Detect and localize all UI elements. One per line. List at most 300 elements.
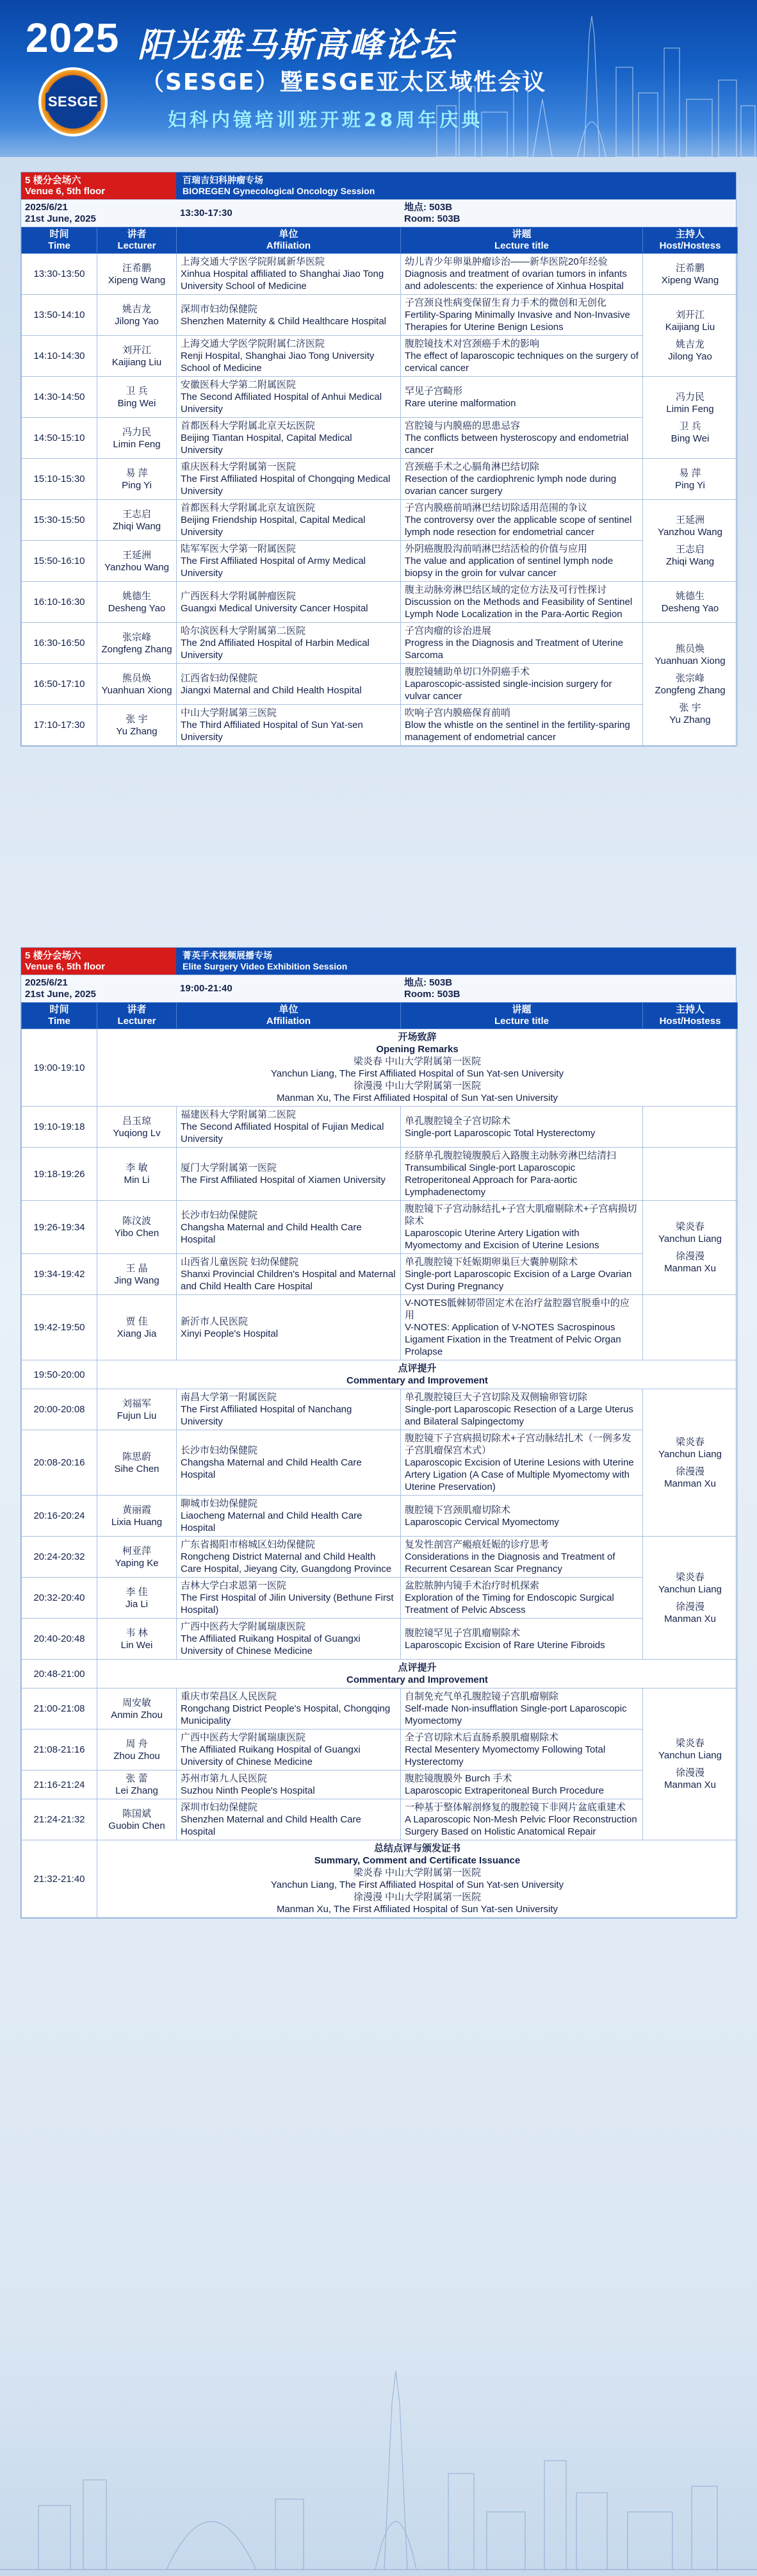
lecturer-cn: 姚德生 [122, 590, 151, 602]
title-cn: 腹腔镜腹膜外 Burch 手术 [405, 1773, 512, 1784]
affiliation-en: Changsha Maternal and Child Health Care Hospital [181, 1221, 362, 1245]
table-row [22, 1578, 738, 1619]
lecturer-en: Ping Yi [122, 479, 152, 491]
host-en: Yuanhuan Xiong [655, 655, 726, 666]
table-row [22, 705, 738, 746]
host-en: Kaijiang Liu [665, 321, 715, 333]
lecturer-cell [97, 664, 177, 705]
affiliation-cell [177, 1688, 401, 1730]
host-cell [643, 582, 738, 623]
commentary-row [22, 1660, 738, 1688]
title-cn: 罕见子宫畸形 [405, 385, 463, 397]
time-cell: 14:50-15:10 [22, 418, 97, 459]
title-en: Laparoscopic Uterine Artery Ligation with Myomectomy and Excision of Uterine Lesions [405, 1228, 599, 1251]
lecturer-cn: 卫 兵 [126, 385, 148, 397]
table-row [22, 1771, 738, 1799]
col-affiliation: 单位 Affiliation [177, 1003, 401, 1029]
time-cell: 20:40-20:48 [22, 1619, 97, 1660]
title-en: Diagnosis and treatment of ovarian tumors in infants and adolescents: the experience of Xinhua Hospital [405, 268, 627, 292]
affiliation-cell [177, 664, 401, 705]
affiliation-cn: 苏州市第九人民医院 [181, 1773, 268, 1784]
event-subtitle: （SESGE）暨ESGE亚太区域性会议 [141, 69, 547, 95]
host-cn: 徐漫漫 [675, 1251, 704, 1262]
title-cell [401, 254, 643, 295]
lecturer-cn: 熊员焕 [122, 672, 151, 684]
session-name-cn: 百瑞吉妇科肿瘤专场 [183, 175, 263, 185]
commentary-cn: 点评提升 [398, 1363, 437, 1374]
time-cell: 15:30-15:50 [22, 500, 97, 541]
lecturer-cell [97, 1537, 177, 1578]
time-cell: 17:10-17:30 [22, 705, 97, 746]
ceremony-cell [97, 1840, 738, 1918]
host-cell [643, 459, 738, 500]
col-host: 主持人 Host/Hostess [643, 1003, 738, 1029]
host-name [647, 467, 733, 491]
title-cn: 总结点评与颁发证书 [373, 1843, 460, 1854]
host-cell [643, 1688, 738, 1840]
affiliation-en: The 2nd Affiliated Hospital of Harbin Medical University [181, 638, 370, 661]
host-cell [643, 377, 738, 459]
table-row [22, 1496, 738, 1537]
lecturer-cn: 王 晶 [126, 1262, 148, 1274]
title-cell [401, 500, 643, 541]
lecturer-en: Anmin Zhou [111, 1709, 163, 1721]
title-cn: 腹腔镜下宫颈肌瘤切除术 [405, 1504, 511, 1515]
title-en: Laparoscopic Cervical Myomectomy [405, 1516, 559, 1528]
title-cell [401, 541, 643, 582]
host-cn: 梁炎春 [675, 1738, 704, 1749]
l2-en: Manman Xu, The First Affiliated Hospital of Sun Yat-sen University [276, 1093, 558, 1103]
l2-cn: 徐漫漫 中山大学附属第一医院 [353, 1892, 482, 1903]
affiliation-cell [177, 1537, 401, 1578]
event-anniversary: 妇科内镜培训班开班28周年庆典 [168, 109, 484, 131]
lecturer-cn: 周安敏 [122, 1697, 151, 1708]
commentary-cn: 点评提升 [398, 1662, 437, 1673]
table-row [22, 336, 738, 377]
time-cell: 20:48-21:00 [22, 1660, 97, 1688]
title-en: Self-made Non-insufflation Single-port Laparoscopic Myomectomy [405, 1703, 627, 1726]
time-cell: 21:00-21:08 [22, 1688, 97, 1730]
affiliation-cell [177, 295, 401, 336]
time-cell: 21:16-21:24 [22, 1771, 97, 1799]
lecturer-cell [97, 623, 177, 664]
host-en: Zhiqi Wang [665, 556, 715, 567]
lecturer-cn: 张 宇 [126, 713, 148, 725]
date-cn: 2025/6/21 [25, 977, 68, 988]
header-banner [0, 0, 757, 157]
lecturer-cell [97, 418, 177, 459]
title-en: Single-port Laparoscopic Total Hysterectomy [405, 1127, 596, 1139]
affiliation-cn: 厦门大学附属第一医院 [181, 1162, 277, 1173]
title-cell [401, 1430, 643, 1496]
lecturer-en: Xiang Jia [117, 1328, 157, 1339]
time-cell: 16:50-17:10 [22, 664, 97, 705]
title-cn: 单孔腹腔镜下妊娠期卵巢巨大囊肿剔除术 [405, 1257, 578, 1267]
lecturer-cell [97, 1730, 177, 1771]
schedule-table [21, 1002, 738, 1918]
host-name [647, 590, 733, 615]
session-date-row [21, 199, 736, 227]
lecturer-cell [97, 1771, 177, 1799]
affiliation-en: The Affiliated Ruikang Hospital of Guangxi University of Chinese Medicine [181, 1744, 361, 1767]
lecturer-en: Kaijiang Liu [111, 356, 162, 368]
host-en: Yanchun Liang [658, 1583, 722, 1595]
title-cell [401, 1254, 643, 1295]
lecturer-cell [97, 254, 177, 295]
session-time: 13:30-17:30 [180, 208, 232, 219]
affiliation-cell [177, 1730, 401, 1771]
host-cell [643, 623, 738, 746]
lecturer-cn: 王志启 [122, 508, 151, 520]
affiliation-en: Renji Hospital, Shanghai Jiao Tong University School of Medicine [181, 351, 375, 374]
affiliation-cell [177, 336, 401, 377]
host-cn: 汪希鹏 [675, 262, 704, 274]
host-name [647, 391, 733, 415]
affiliation-cn: 山西省儿童医院 妇幼保健院 [181, 1257, 299, 1267]
affiliation-cell [177, 1578, 401, 1619]
affiliation-cn: 福建医科大学附属第二医院 [181, 1109, 297, 1120]
title-cell [401, 623, 643, 664]
title-cn: 复发性剖宫产瘢痕妊娠的诊疗思考 [405, 1539, 549, 1550]
lecturer-en: Zhiqi Wang [112, 520, 161, 532]
title-cell [401, 1619, 643, 1660]
title-cn: 宫颈癌手术之心膈角淋巴结切除 [405, 461, 540, 472]
ceremony-cell [97, 1029, 738, 1107]
host-en: Jilong Yao [668, 351, 712, 362]
closing-row [22, 1840, 738, 1918]
host-cn: 梁炎春 [675, 1221, 704, 1232]
host-cell-empty [643, 1148, 738, 1201]
lecturer-en: Zongfeng Zhang [101, 643, 172, 655]
affiliation-cell [177, 1799, 401, 1840]
title-en: Opening Remarks [376, 1044, 459, 1055]
time-cell: 19:10-19:18 [22, 1107, 97, 1148]
title-cell [401, 336, 643, 377]
affiliation-cn: 首都医科大学附属北京天坛医院 [181, 420, 316, 431]
lecturer-cn: 贾 佳 [126, 1316, 148, 1327]
title-cell [401, 1537, 643, 1578]
affiliation-cell [177, 1148, 401, 1201]
affiliation-en: Changsha Maternal and Child Health Care Hospital [181, 1457, 362, 1480]
title-cn: 经脐单孔腹腔镜腹膜后入路腹主动脉旁淋巴结清扫 [405, 1150, 617, 1161]
host-cell [643, 254, 738, 295]
host-cell [643, 1201, 738, 1295]
lecturer-en: Jing Wang [114, 1275, 159, 1286]
title-cell [401, 1201, 643, 1254]
host-name [647, 643, 733, 667]
host-cn: 梁炎春 [675, 1571, 704, 1583]
affiliation-en: Shenzhen Maternal and Child Health Care Hospital [181, 1814, 361, 1837]
affiliation-en: Suzhou Ninth People's Hospital [181, 1785, 315, 1796]
affiliation-cell [177, 623, 401, 664]
venue-en: Venue 6, 5th floor [25, 961, 106, 972]
host-cn: 姚德生 [675, 590, 704, 602]
lecturer-cn: 易 萍 [126, 467, 148, 479]
title-cn: 宫腔镜与内膜癌的思患忌容 [405, 420, 521, 431]
affiliation-cell [177, 582, 401, 623]
session-gyn-oncology [20, 172, 737, 747]
affiliation-en: Beijing Friendship Hospital, Capital Medical University [181, 515, 366, 538]
affiliation-en: The First Affiliated Hospital of Army Medical University [181, 556, 366, 579]
lecturer-cell [97, 1799, 177, 1840]
lecturer-cell [97, 1619, 177, 1660]
title-cn: 一种基于整体解剖修复的腹腔镜下非网片盆底重建术 [405, 1802, 626, 1813]
host-en: Limin Feng [666, 403, 714, 415]
l2-cn: 徐漫漫 中山大学附属第一医院 [353, 1080, 482, 1091]
time-cell: 21:24-21:32 [22, 1799, 97, 1840]
title-en: Discussion on the Methods and Feasibility of Sentinel Lymph Node Localization in the Para-Aortic Region [405, 597, 633, 620]
time-cell: 15:50-16:10 [22, 541, 97, 582]
host-en: Yanzhou Wang [658, 526, 722, 538]
time-cell: 19:26-19:34 [22, 1201, 97, 1254]
lecturer-cell [97, 1295, 177, 1360]
lecturer-cell [97, 500, 177, 541]
title-cn: 自制免充气单孔腹腔镜子宫肌瘤剔除 [405, 1691, 559, 1702]
lecturer-cell [97, 1578, 177, 1619]
table-row [22, 1799, 738, 1840]
affiliation-cell [177, 1295, 401, 1360]
affiliation-cell [177, 541, 401, 582]
time-cell: 21:32-21:40 [22, 1840, 97, 1918]
title-en: Blow the whistle on the sentinel in the fertility-sparing management of endometrial cancer [405, 720, 630, 743]
date-en: 21st June, 2025 [25, 213, 96, 224]
affiliation-cn: 长沙市妇幼保健院 [181, 1445, 258, 1456]
affiliation-cell [177, 1389, 401, 1430]
lecturer-cell [97, 1148, 177, 1201]
session-elite-video [20, 947, 737, 1919]
session-name [176, 172, 736, 199]
title-cn: 幼儿青少年卵巢肿瘤诊治——新华医院20年经验 [405, 256, 608, 267]
l1-en: Yanchun Liang, The First Affiliated Hospital of Sun Yat-sen University [270, 1068, 564, 1079]
location-en: Room: 503B [404, 213, 460, 224]
time-cell: 15:10-15:30 [22, 459, 97, 500]
affiliation-cn: 新沂市人民医院 [181, 1316, 248, 1327]
host-name [647, 1466, 733, 1490]
affiliation-cn: 聊城市妇幼保健院 [181, 1498, 258, 1509]
affiliation-cn: 上海交通大学医学院附属仁济医院 [181, 338, 325, 349]
title-cn: 腹主动脉旁淋巴结区域的定位方法及可行性探讨 [405, 584, 607, 595]
host-name [647, 262, 733, 286]
table-row [22, 1148, 738, 1201]
commentary-en: Commentary and Improvement [346, 1674, 488, 1685]
host-en: Ping Yi [675, 479, 705, 491]
session-name [176, 948, 736, 975]
lecturer-en: Jia Li [125, 1598, 149, 1610]
affiliation-cell [177, 1771, 401, 1799]
time-cell: 19:00-19:10 [22, 1029, 97, 1107]
lecturer-cell [97, 336, 177, 377]
lecturer-cell [97, 295, 177, 336]
venue-label [21, 948, 176, 975]
host-en: Xipeng Wang [661, 274, 719, 286]
host-en: Yanchun Liang [658, 1448, 722, 1460]
host-en: Manman Xu [664, 1779, 716, 1790]
col-lecture-title: 讲题 Lecture title [401, 1003, 643, 1029]
affiliation-cn: 中山大学附属第三医院 [181, 707, 277, 718]
host-name [647, 1767, 733, 1791]
lecturer-en: Yibo Chen [114, 1228, 159, 1239]
title-cell [401, 1730, 643, 1771]
lecturer-en: Bing Wei [117, 397, 156, 409]
affiliation-en: Liaocheng Maternal and Child Health Care Hospital [181, 1510, 362, 1533]
lecturer-cell [97, 459, 177, 500]
lecturer-cn: 冯力民 [122, 426, 151, 438]
col-time: 时间 Time [22, 1003, 97, 1029]
opening-row [22, 1029, 738, 1107]
lecturer-cn: 柯亚萍 [122, 1545, 151, 1556]
venue-label [21, 172, 176, 199]
commentary-cell [97, 1660, 738, 1688]
host-cn: 徐漫漫 [675, 1466, 704, 1477]
time-cell: 20:32-20:40 [22, 1578, 97, 1619]
table-row [22, 1107, 738, 1148]
venue-cn: 5 楼分会场六 [25, 175, 81, 186]
title-cell [401, 1578, 643, 1619]
table-row [22, 1537, 738, 1578]
host-cn: 王延洲 [675, 514, 704, 525]
location-cn: 地点: 503B [404, 977, 453, 988]
affiliation-cell [177, 1619, 401, 1660]
title-en: The controversy over the applicable scope of sentinel lymph node resection for endometrial cancer [405, 515, 632, 538]
lecturer-en: Guobin Chen [108, 1820, 165, 1831]
lecturer-cn: 吕玉琼 [122, 1115, 151, 1127]
date-cn: 2025/6/21 [25, 202, 68, 213]
table-row [22, 295, 738, 336]
host-cn: 王志启 [675, 543, 704, 555]
lecturer-cn: 韦 林 [126, 1627, 148, 1639]
affiliation-cell [177, 500, 401, 541]
lecturer-en: Zhou Zhou [113, 1750, 160, 1762]
title-en: The effect of laparoscopic techniques on the surgery of cervical cancer [405, 351, 639, 374]
table-row [22, 459, 738, 500]
location-en: Room: 503B [404, 989, 460, 1000]
time-cell: 20:00-20:08 [22, 1389, 97, 1430]
affiliation-cn: 江西省妇幼保健院 [181, 672, 258, 684]
host-en: Bing Wei [671, 433, 710, 444]
lecturer-en: Min Li [124, 1175, 150, 1185]
host-cn: 熊员焕 [675, 643, 704, 654]
affiliation-cn: 上海交通大学医学院附属新华医院 [181, 256, 325, 267]
title-en: Laparoscopic Excision of Uterine Lesions with Uterine Artery Ligation (A Case of Multiple Myomectomy with Uterine Preservation) [405, 1457, 634, 1492]
event-title: 阳光雅马斯高峰论坛 [138, 26, 455, 65]
affiliation-cn: 深圳市妇幼保健院 [181, 1802, 258, 1813]
footer-skyline-illustration [0, 2345, 757, 2576]
title-cell [401, 459, 643, 500]
venue-cn: 5 楼分会场六 [25, 950, 81, 961]
venue-en: Venue 6, 5th floor [25, 186, 106, 197]
lecturer-en: Desheng Yao [108, 602, 166, 614]
table-row [22, 1619, 738, 1660]
affiliation-en: The First Hospital of Jilin University (Bethune First Hospital) [181, 1592, 394, 1615]
affiliation-cn: 吉林大学白求恩第一医院 [181, 1580, 287, 1591]
logo-text: SESGE [45, 92, 101, 111]
affiliation-en: The Second Affiliated Hospital of Anhui Medical University [181, 392, 382, 415]
time-cell: 16:30-16:50 [22, 623, 97, 664]
session-name-cn: 菁英手术视频展播专场 [183, 950, 272, 961]
commentary-cell [97, 1360, 738, 1389]
title-en: Considerations in the Diagnosis and Treatment of Recurrent Cesarean Scar Pregnancy [405, 1551, 615, 1574]
lecturer-en: Jilong Yao [115, 315, 159, 327]
lecturer-en: Fujun Liu [117, 1410, 157, 1421]
affiliation-cell [177, 459, 401, 500]
title-cell [401, 705, 643, 746]
affiliation-cn: 南昌大学第一附属医院 [181, 1392, 277, 1403]
lecturer-cell [97, 1254, 177, 1295]
time-cell: 19:50-20:00 [22, 1360, 97, 1389]
affiliation-en: Shenzhen Maternity & Child Healthcare Hospital [181, 315, 386, 327]
lecturer-cell [97, 705, 177, 746]
time-cell: 19:18-19:26 [22, 1148, 97, 1201]
affiliation-en: The Third Affiliated Hospital of Sun Yat-sen University [181, 720, 363, 743]
lecturer-en: Lixia Huang [111, 1516, 163, 1528]
host-name [647, 1571, 733, 1596]
lecturer-cn: 刘开江 [122, 344, 151, 356]
title-cn: 腹腔镜技术对宫颈癌手术的影响 [405, 338, 540, 349]
title-en: V-NOTES: Application of V-NOTES Sacrospinous Ligament Fixation in the Treatment of Pelvic Organ Prolapse [405, 1322, 621, 1357]
time-cell: 20:08-20:16 [22, 1430, 97, 1496]
host-cn: 卫 兵 [679, 420, 701, 432]
affiliation-en: Xinhua Hospital affiliated to Shanghai Jiao Tong University School of Medicine [181, 268, 384, 292]
title-en: Fertility-Sparing Minimally Invasive and Non-Invasive Therapies for Uterine Benign Lesions [405, 310, 630, 333]
lecturer-en: Yu Zhang [116, 725, 158, 737]
title-cell [401, 1799, 643, 1840]
host-name [647, 514, 733, 538]
table-row [22, 1389, 738, 1430]
affiliation-cn: 哈尔滨医科大学附属第二医院 [181, 625, 306, 636]
host-name [647, 1601, 733, 1625]
lecturer-cell [97, 377, 177, 418]
title-en: Progress in the Diagnosis and Treatment of Uterine Sarcoma [405, 638, 624, 661]
affiliation-cn: 长沙市妇幼保健院 [181, 1209, 258, 1221]
title-cn: V-NOTES骶棘韧带固定术在治疗盆腔器官脱垂中的应用 [405, 1298, 630, 1321]
table-row [22, 1430, 738, 1496]
title-cn: 腹腔镜罕见子宫肌瘤剔除术 [405, 1627, 521, 1639]
l1-cn: 梁炎春 中山大学附属第一医院 [353, 1056, 482, 1067]
affiliation-cell [177, 418, 401, 459]
host-name [647, 702, 733, 726]
sesge-logo [38, 67, 108, 136]
title-en: The conflicts between hysteroscopy and endometrial cancer [405, 433, 629, 456]
lecturer-cn: 张 蕾 [126, 1773, 148, 1784]
time-cell: 14:10-14:30 [22, 336, 97, 377]
table-row [22, 623, 738, 664]
host-en: Manman Xu [664, 1263, 716, 1274]
affiliation-cn: 重庆医科大学附属第一医院 [181, 461, 297, 472]
col-affiliation: 单位 Affiliation [177, 227, 401, 254]
time-cell: 20:24-20:32 [22, 1537, 97, 1578]
session-date-row [21, 975, 736, 1002]
host-cn: 刘开江 [675, 309, 704, 320]
lecturer-cn: 陈思蔚 [122, 1451, 151, 1462]
affiliation-en: Shanxi Provincial Children's Hospital and Maternal and Child Health Care Hospital [181, 1269, 396, 1292]
title-cn: 子宫颈良性病变保留生育力手术的微创和无创化 [405, 297, 607, 308]
host-cn: 张 宇 [679, 702, 701, 713]
title-en: Summary, Comment and Certificate Issuance [314, 1855, 521, 1866]
table-row [22, 254, 738, 295]
title-cell [401, 1107, 643, 1148]
table-row [22, 1688, 738, 1730]
title-cn: 开场致辞 [398, 1032, 437, 1043]
table-row [22, 541, 738, 582]
title-cn: 腹腔镜辅助单切口外阴癌手术 [405, 666, 530, 677]
title-cell [401, 1771, 643, 1799]
lecturer-cell [97, 1430, 177, 1496]
commentary-en: Commentary and Improvement [346, 1375, 488, 1386]
affiliation-cell [177, 1254, 401, 1295]
host-en: Zongfeng Zhang [655, 684, 726, 696]
title-en: A Laparoscopic Non-Mesh Pelvic Floor Reconstruction Surgery Based on Holistic Anatomical Repair [405, 1814, 637, 1837]
host-cn: 梁炎春 [675, 1436, 704, 1448]
